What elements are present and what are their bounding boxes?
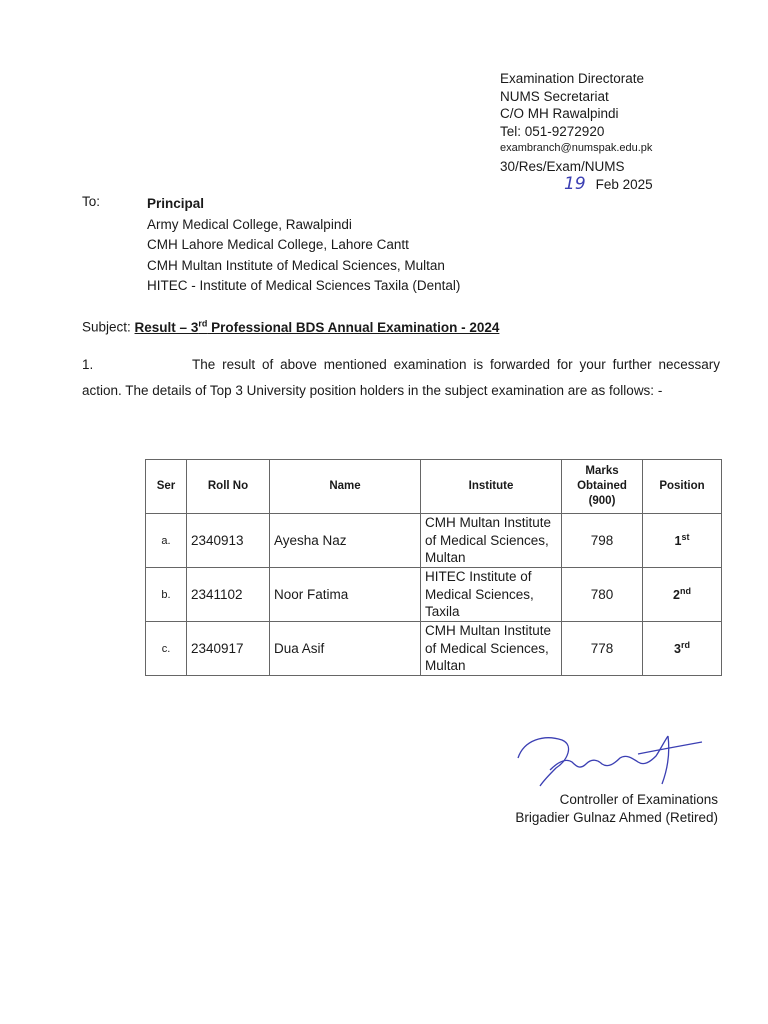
subject-text [135, 320, 500, 335]
header-name: Name [270, 460, 421, 514]
results-table [145, 459, 722, 676]
cell-ser: b. [146, 568, 187, 622]
cell-ser: c. [146, 622, 187, 676]
subject-line [82, 318, 499, 335]
cell-ser: a. [146, 514, 187, 568]
position-number: 1 [674, 534, 682, 549]
secretariat-line: NUMS Secretariat [500, 88, 609, 104]
handwritten-signature [510, 728, 710, 792]
recipient-line: Army Medical College, Rawalpindi [147, 216, 352, 232]
table-row [146, 514, 722, 568]
body-paragraph [82, 352, 720, 404]
handwritten-day: 19 [564, 173, 586, 194]
address-line: C/O MH Rawalpindi [500, 106, 619, 122]
cell-name: Noor Fatima [270, 568, 421, 622]
header-position: Position [643, 460, 722, 514]
cell-name: Ayesha Naz [270, 514, 421, 568]
letter-date [500, 173, 653, 194]
subject-sup: rd [198, 318, 208, 328]
header-ser: Ser [146, 460, 187, 514]
recipient-block [147, 194, 460, 297]
position-suffix: rd [680, 640, 690, 651]
recipient-line: HITEC - Institute of Medical Sciences Taxila (Dental) [147, 278, 461, 293]
signature-stroke [638, 742, 702, 754]
table-row [146, 622, 722, 676]
recipient-title: Principal [147, 196, 205, 211]
signatory-title: Controller of Examinations [559, 792, 718, 807]
recipient-line: CMH Multan Institute of Medical Sciences, Multan [147, 257, 445, 273]
cell-marks: 780 [562, 568, 643, 622]
subject-label: Subject: [82, 319, 131, 335]
telephone: Tel: 051-9272920 [500, 123, 605, 139]
email: exambranch@numspak.edu.pk [500, 142, 653, 155]
cell-position [643, 514, 722, 568]
cell-marks: 778 [562, 622, 643, 676]
cell-institute: CMH Multan Institute of Medical Sciences, Multan [421, 514, 562, 568]
recipient-line: CMH Lahore Medical College, Lahore Cantt [147, 237, 409, 252]
reference-number: 30/Res/Exam/NUMS [500, 158, 625, 174]
cell-marks: 798 [562, 514, 643, 568]
date-month-year: Feb 2025 [595, 176, 653, 192]
signatory-block [515, 791, 718, 827]
header-roll-no: Roll No [187, 460, 270, 514]
directorate-line: Examination Directorate [500, 71, 645, 86]
cell-roll: 2340913 [187, 514, 270, 568]
cell-institute: CMH Multan Institute of Medical Sciences, Multan [421, 622, 562, 676]
cell-roll: 2341102 [187, 568, 270, 622]
position-suffix: nd [679, 586, 691, 597]
table-header-row [146, 460, 722, 514]
subject-text-pre: Result – 3 [134, 319, 199, 335]
cell-position [643, 568, 722, 622]
header-institute: Institute [421, 460, 562, 514]
position-suffix: st [681, 532, 690, 543]
paragraph-text: The result of above mentioned examination is forwarded for your further necessary action. The details of Top 3 University position holders in the subject examination are as follows: - [82, 357, 720, 398]
cell-institute: HITEC Institute of Medical Sciences, Taxila [421, 568, 562, 622]
to-label: To: [82, 194, 101, 209]
cell-roll: 2340917 [187, 622, 270, 676]
subject-text-post: Professional BDS Annual Examination - 2024 [207, 319, 500, 335]
cell-name: Dua Asif [270, 622, 421, 676]
position-number: 2 [673, 588, 680, 603]
paragraph-number: 1. [82, 357, 94, 372]
letterhead [500, 70, 653, 193]
table-row [146, 568, 722, 622]
header-marks: Marks Obtained (900) [562, 460, 643, 514]
signatory-name: Brigadier Gulnaz Ahmed (Retired) [515, 810, 718, 825]
position-number: 3 [674, 642, 681, 657]
cell-position [643, 622, 722, 676]
